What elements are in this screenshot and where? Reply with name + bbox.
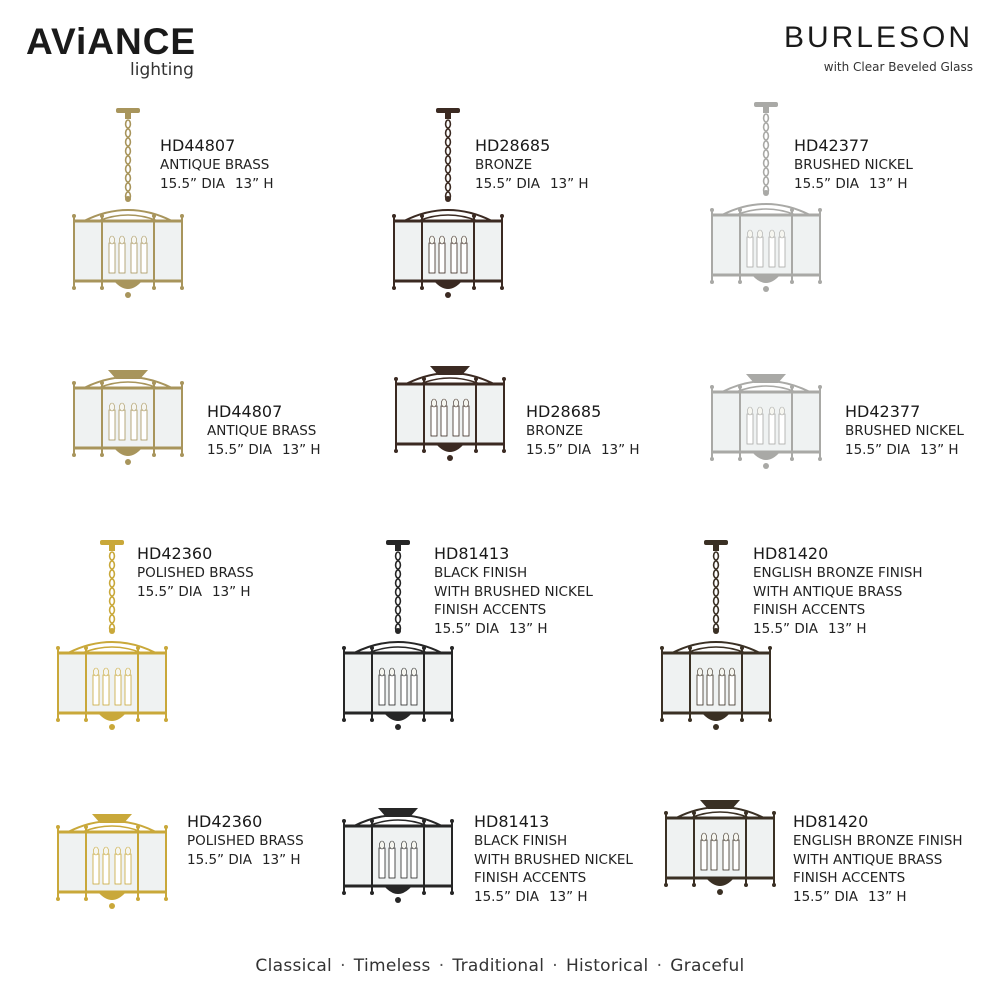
product-sku: HD44807	[207, 402, 283, 421]
product-size: 15.5” DIA 13” H	[794, 175, 908, 192]
product-finish-line: FINISH ACCENTS	[753, 602, 866, 618]
fixture-6	[706, 366, 826, 466]
product-finish-line: BRUSHED NICKEL	[845, 423, 964, 439]
product-finish-line: BLACK FINISH	[474, 833, 568, 849]
product-sku: HD81420	[753, 544, 829, 563]
product-finish-line: BRONZE	[526, 423, 584, 439]
lantern-flush-icon	[52, 806, 172, 906]
lantern-flush-icon	[338, 800, 458, 900]
product-sku: HD81413	[434, 544, 510, 563]
product-sku: HD42377	[845, 402, 921, 421]
brand-sub: lighting	[130, 60, 194, 80]
fixture-3	[706, 102, 826, 292]
product-label-9	[753, 544, 923, 638]
fixture-4	[68, 362, 188, 462]
lantern-pendant-icon	[706, 102, 826, 292]
product-finish-line: BLACK FINISH	[434, 565, 528, 581]
product-label-8	[434, 544, 593, 638]
collection-header	[784, 20, 973, 74]
tagline-word: Classical	[255, 956, 333, 976]
product-size: 15.5” DIA 13” H	[474, 888, 588, 905]
brand-logo	[26, 22, 196, 82]
product-size: 15.5” DIA 13” H	[207, 441, 321, 458]
product-label-2	[475, 136, 589, 193]
fixture-5	[390, 358, 510, 458]
product-label-5	[526, 402, 640, 459]
product-label-3	[794, 136, 913, 193]
lantern-flush-icon	[706, 366, 826, 466]
lantern-flush-icon	[68, 362, 188, 462]
product-label-4	[207, 402, 321, 459]
product-sku: HD42360	[137, 544, 213, 563]
product-finish-line: POLISHED BRASS	[187, 833, 304, 849]
product-sku: HD28685	[475, 136, 551, 155]
product-finish-line: WITH BRUSHED NICKEL	[474, 851, 633, 868]
product-label-11	[474, 812, 633, 906]
product-finish-line: BRONZE	[475, 157, 533, 173]
product-size: 15.5” DIA 13” H	[475, 175, 589, 192]
product-finish-line: WITH ANTIQUE BRASS	[793, 851, 943, 868]
product-finish-line: WITH BRUSHED NICKEL	[434, 583, 593, 600]
separator-dot: ·	[340, 956, 346, 976]
product-sku: HD81413	[474, 812, 550, 831]
product-size: 15.5” DIA 13” H	[793, 888, 907, 905]
tagline	[0, 956, 1000, 976]
tagline-word: Graceful	[670, 956, 745, 976]
tagline-word: Timeless	[353, 956, 431, 976]
tagline-word: Historical	[565, 956, 649, 976]
product-finish-line: WITH ANTIQUE BRASS	[753, 583, 903, 600]
product-finish-line: ANTIQUE BRASS	[160, 157, 270, 173]
product-label-12	[793, 812, 963, 906]
product-label-1	[160, 136, 274, 193]
product-size: 15.5” DIA 13” H	[160, 175, 274, 192]
product-size: 15.5” DIA 13” H	[753, 620, 867, 637]
product-sku: HD28685	[526, 402, 602, 421]
separator-dot: ·	[656, 956, 663, 976]
product-finish-line: FINISH ACCENTS	[474, 870, 587, 886]
product-finish-line: POLISHED BRASS	[137, 565, 254, 581]
product-size: 15.5” DIA 13” H	[434, 620, 548, 637]
fixture-10	[52, 806, 172, 906]
separator-dot: ·	[552, 956, 558, 976]
product-finish-line: BRUSHED NICKEL	[794, 157, 913, 173]
product-label-7	[137, 544, 254, 601]
tagline-word: Traditional	[452, 956, 545, 976]
product-sku: HD44807	[160, 136, 236, 155]
product-sku: HD42360	[187, 812, 263, 831]
product-size: 15.5” DIA 13” H	[187, 851, 301, 868]
product-finish-line: FINISH ACCENTS	[793, 870, 906, 886]
product-sku: HD42377	[794, 136, 870, 155]
collection-subtitle: with Clear Beveled Glass	[823, 60, 973, 74]
collection-title: BURLESON	[783, 21, 973, 54]
product-size: 15.5” DIA 13” H	[526, 441, 640, 458]
brand-wordmark: AViANCE	[26, 21, 197, 62]
product-size: 15.5” DIA 13” H	[137, 583, 251, 600]
separator-dot: ·	[438, 956, 445, 976]
product-finish-line: ANTIQUE BRASS	[207, 423, 317, 439]
product-finish-line: ENGLISH BRONZE FINISH	[793, 833, 963, 849]
lantern-flush-icon	[390, 358, 510, 458]
product-size: 15.5” DIA 13” H	[845, 441, 959, 458]
product-label-6	[845, 402, 964, 459]
product-sku: HD81420	[793, 812, 869, 831]
fixture-11	[338, 800, 458, 900]
product-label-10	[187, 812, 304, 869]
lantern-flush-icon	[660, 792, 780, 892]
product-finish-line: FINISH ACCENTS	[434, 602, 547, 618]
fixture-12	[660, 792, 780, 892]
product-finish-line: ENGLISH BRONZE FINISH	[753, 565, 923, 581]
